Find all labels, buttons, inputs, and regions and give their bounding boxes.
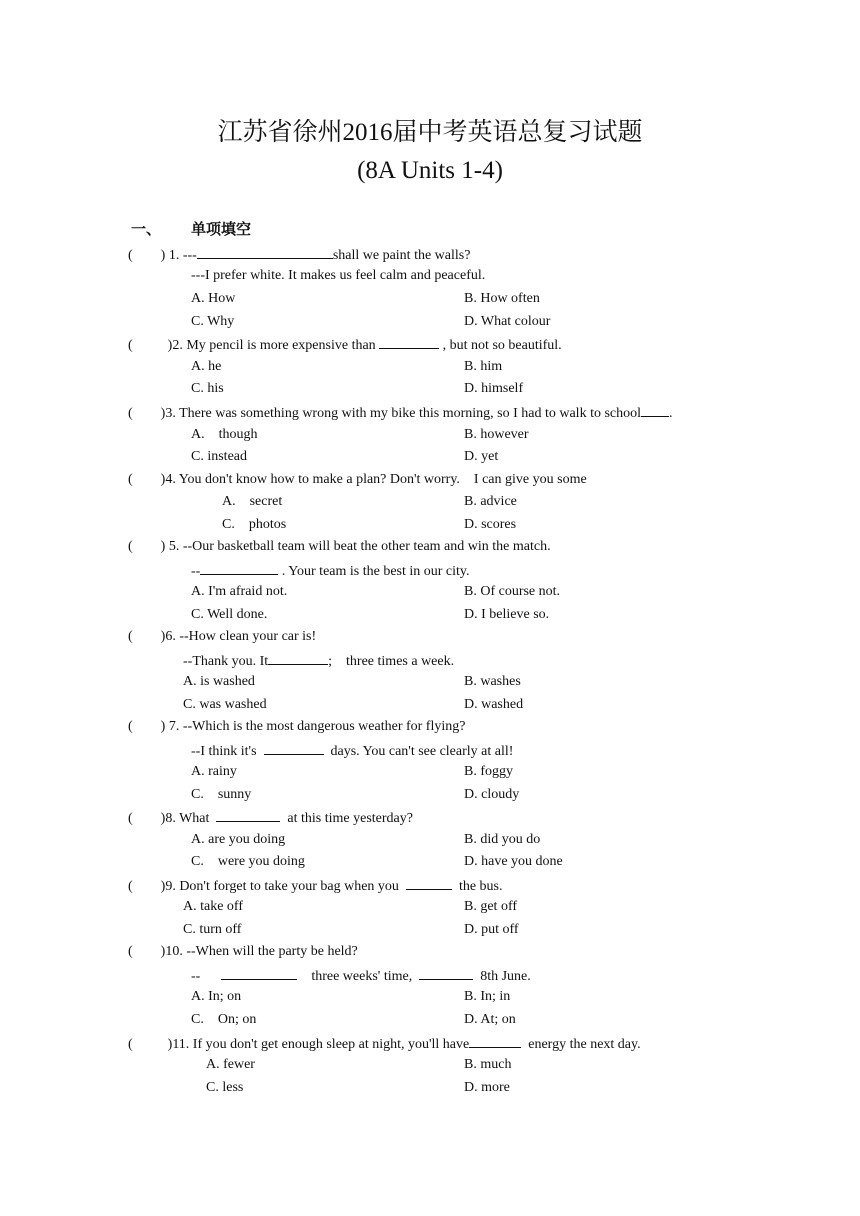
question-1-option-c: C. Why	[191, 314, 235, 329]
question-5-dialogue: -- . Your team is the best in our city.	[191, 564, 470, 579]
question-1-option-a: A. How	[191, 291, 236, 306]
answer-blank	[406, 877, 452, 890]
question-7-option-d: D. cloudy	[464, 787, 520, 802]
question-10-option-b: B. In; in	[464, 989, 511, 1004]
question-3-option-c: C. instead	[191, 449, 247, 464]
question-2-option-a: A. he	[191, 359, 222, 374]
question-9-option-d: D. put off	[464, 922, 519, 937]
question-10-option-c: C. On; on	[191, 1012, 257, 1027]
question-9-option-b: B. get off	[464, 899, 518, 914]
question-6-stem: ( )6. --How clean your car is!	[128, 629, 317, 644]
question-2-option-c: C. his	[191, 381, 224, 396]
question-9-option-a: A. take off	[183, 899, 243, 914]
question-10-option-a: A. In; on	[191, 989, 242, 1004]
section-label: 单项填空	[191, 220, 252, 238]
question-4-option-c: C. photos	[222, 517, 287, 532]
answer-blank	[641, 404, 669, 417]
question-7-option-c: C. sunny	[191, 787, 252, 802]
answer-blank	[379, 336, 439, 349]
question-11-option-d: D. more	[464, 1080, 510, 1095]
question-8-option-a: A. are you doing	[191, 832, 286, 847]
question-4-stem: ( )4. You don't know how to make a plan? Don't worry. I can give you some	[128, 472, 587, 487]
question-7-stem: ( ) 7. --Which is the most dangerous weather for flying?	[128, 719, 466, 734]
question-4-option-a: A. secret	[222, 494, 283, 509]
question-11-stem: ( )11. If you don't get enough sleep at night, you'll have energy the next day.	[128, 1037, 641, 1052]
section-number: 一、	[131, 220, 162, 238]
question-1-stem: ( ) 1. --- shall we paint the walls?	[128, 248, 471, 263]
answer-blank	[221, 967, 297, 980]
question-4-option-b: B. advice	[464, 494, 517, 509]
question-5-option-a: A. I'm afraid not.	[191, 584, 288, 599]
question-4-option-d: D. scores	[464, 517, 517, 532]
question-2-option-b: B. him	[464, 359, 503, 374]
question-10-stem: ( )10. --When will the party be held?	[128, 944, 358, 959]
answer-blank	[216, 809, 280, 822]
question-5-option-c: C. Well done.	[191, 607, 268, 622]
question-6-option-d: D. washed	[464, 697, 524, 712]
answer-blank	[264, 742, 324, 755]
question-3-option-b: B. however	[464, 427, 529, 442]
question-10-dialogue: -- three weeks' time, 8th June.	[191, 969, 531, 984]
question-1-dialogue: ---I prefer white. It makes us feel calm and peaceful.	[191, 268, 486, 283]
question-7-option-b: B. foggy	[464, 764, 513, 779]
question-3-stem: ( )3. There was something wrong with my bike this morning, so I had to walk to school .	[128, 406, 673, 421]
question-9-option-c: C. turn off	[183, 922, 242, 937]
question-1-option-b: B. How often	[464, 291, 540, 306]
question-10-option-d: D. At; on	[464, 1012, 516, 1027]
question-11-option-b: B. much	[464, 1057, 512, 1072]
question-3-option-d: D. yet	[464, 449, 499, 464]
question-6-option-a: A. is washed	[183, 674, 255, 689]
answer-blank	[268, 652, 328, 665]
answer-blank	[469, 1035, 521, 1048]
question-1-option-d: D. What colour	[464, 314, 551, 329]
question-9-stem: ( )9. Don't forget to take your bag when you the bus.	[128, 879, 503, 894]
question-7-dialogue: --I think it's days. You can't see clearly at all!	[191, 744, 514, 759]
answer-blank	[419, 967, 473, 980]
question-11-option-c: C. less	[206, 1080, 244, 1095]
question-7-option-a: A. rainy	[191, 764, 237, 779]
page-subtitle: (8A Units 1-4)	[357, 157, 503, 184]
question-6-dialogue: --Thank you. It ; three times a week.	[183, 654, 455, 669]
question-8-option-b: B. did you do	[464, 832, 541, 847]
question-3-option-a: A. though	[191, 427, 258, 442]
question-8-option-c: C. were you doing	[191, 854, 305, 869]
answer-blank	[197, 246, 333, 259]
question-5-option-d: D. I believe so.	[464, 607, 550, 622]
question-8-stem: ( )8. What at this time yesterday?	[128, 811, 413, 826]
question-2-option-d: D. himself	[464, 381, 524, 396]
question-11-option-a: A. fewer	[206, 1057, 255, 1072]
section-heading	[131, 218, 251, 239]
question-8-option-d: D. have you done	[464, 854, 563, 869]
question-5-stem: ( ) 5. --Our basketball team will beat the other team and win the match.	[128, 539, 551, 554]
page-title: 江苏省徐州2016届中考英语总复习试题	[217, 119, 643, 146]
question-6-option-b: B. washes	[464, 674, 521, 689]
question-2-stem: ( )2. My pencil is more expensive than , but not so beautiful.	[128, 338, 562, 353]
question-5-option-b: B. Of course not.	[464, 584, 561, 599]
question-6-option-c: C. was washed	[183, 697, 267, 712]
answer-blank	[200, 562, 278, 575]
